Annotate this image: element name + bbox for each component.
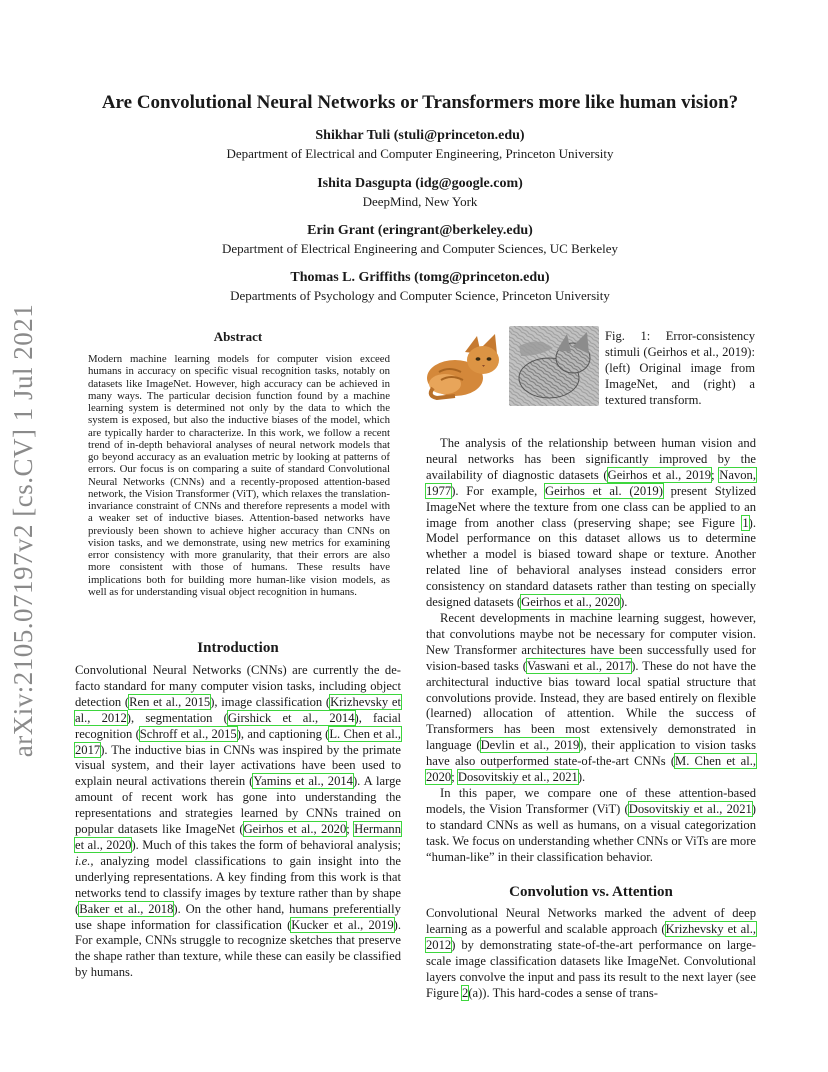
abstract-text: Modern machine learning models for computer vision exceed humans in accuracy on specific visual recognition tasks, notably on datasets like ImageNet. However, high accuracy can be achieved in many ways. The particular decision function found by a machine learning system is determined not only by the data to which the system is exposed, but also the inductive biases of the model, which are typically harder to characterize. In this work, we follow a recent trend of in-depth behavioral analyses of neural network models that go beyond accuracy as an evaluation metric by looking at patterns of errors. Our focus is on comparing a suite of standard Convolutional Neural Networks (CNNs) and a recently-proposed attention-based network, the Vision Transformer (ViT), which relaxes the translation-invariance constraint of CNNs and therefore represents a model with a weaker set of inductive biases. Attention-based networks have previously been shown to achieve higher accuracy than CNNs on vision tasks, and we demonstrate, using new metrics for examining error consistency with more granularity, that their errors are also more consistent with those of humans. These results have implications both for building more human-like vision models, as well as for understanding visual object recognition in humans. (88, 353, 390, 598)
paragraph-text: ). Much of this takes the form of behavioral analysis; (131, 837, 401, 852)
cat-photo-image (425, 326, 505, 406)
convolution-paragraph-1 (426, 906, 756, 1001)
figure-1-caption: Fig. 1: Error-consistency stimuli (Geirhos et al., 2019): (left) Original image from ImageNet, and (right) a textured transform. (605, 329, 755, 407)
paragraph-text: ), image classification ( (210, 694, 331, 709)
textured-transform-image (509, 326, 599, 406)
paragraph-text: ). These do not have the architectural inductive bias toward local spatial structure that convolutions provide. Instead, they are based entirely on flexible (learned) allocation of attention. While the success of Transformers has been most extensively demonstrated in language ( (426, 658, 757, 753)
citation-link[interactable]: Devlin et al., 2019 (480, 738, 580, 753)
paragraph-text: Convolutional Neural Networks marked the advent of deep learning as a powerful and scalable approach ( (426, 906, 756, 936)
citation-link[interactable]: Schroff et al., 2015 (139, 726, 237, 741)
intro-paragraph-2 (426, 436, 756, 611)
paragraph-text: ; (451, 770, 458, 785)
citation-link[interactable]: Navon, 1977 (426, 467, 756, 498)
left-column-text (75, 663, 401, 981)
emphasis-text: i.e., (75, 853, 94, 868)
paragraph-text: analyzing model classifications to gain insight into the underlying representations. A key finding from this work is that networks tend to classify images by texture rather than by shape ( (75, 853, 401, 916)
paragraph-text: Recent developments in machine learning suggest, however, that convolutions maybe not be necessary for computer vision. New Transformer architectures have been successfully used for vision-based tasks ( (426, 610, 756, 673)
citation-link[interactable]: M. Chen et al., 2020 (426, 754, 756, 785)
citation-link[interactable]: Kucker et al., 2019 (291, 917, 394, 932)
citation-link[interactable]: Hermann et al., 2020 (75, 822, 401, 852)
author-name: Erin Grant (eringrant@berkeley.edu) (307, 223, 533, 238)
paragraph-text: ) by demonstrating state-of-the-art performance on large-scale image classification datasets like ImageNet. Convolutional layers convolve the input and pass its result to the next layer (see Figure (426, 937, 756, 1000)
citation-link[interactable]: L. Chen et al., 2017 (75, 726, 401, 757)
paragraph-text: (a)). This hard-codes a sense of trans- (468, 985, 658, 1000)
paragraph-text: Convolutional Neural Networks (CNNs) are currently the de-facto standard for many computer vision tasks, including object detection ( (75, 663, 401, 709)
author-name: Thomas L. Griffiths (tomg@princeton.edu) (290, 270, 550, 285)
author-name: Shikhar Tuli (stuli@princeton.edu) (315, 128, 525, 143)
author-affiliation: DeepMind, New York (362, 194, 478, 209)
citation-link[interactable]: Krizhevsky et al., 2012 (426, 921, 756, 952)
citation-link[interactable]: Geirhos et al. (2019) (544, 483, 663, 498)
citation-link[interactable]: Vaswani et al., 2017 (526, 658, 632, 673)
paragraph-text: ). The inductive bias in CNNs was inspired by the primate visual system, and their layer activations have been used to explain neural activations therein ( (75, 742, 401, 789)
author-block-2 (60, 175, 780, 210)
paragraph-text: ), their application to vision tasks have also outperformed state-of-the-art CNNs ( (426, 738, 756, 769)
paragraph-text: ) to standard CNNs as well as humans, on a visual categorization task. We focus on understanding whether CNNs or ViTs are more “human-like” in their classification behavior. (426, 801, 756, 864)
citation-link[interactable]: Baker et al., 2018 (79, 901, 174, 916)
author-block-4 (60, 269, 780, 304)
author-name: Ishita Dasgupta (idg@google.com) (317, 176, 523, 191)
paragraph-text: present Stylized ImageNet where the texture from one class can be applied to an image from another class (preserving shape; see Figure (426, 483, 756, 530)
introduction-heading: Introduction (197, 640, 279, 656)
paragraph-text: ). On the other hand, humans preferentially use shape information for classification ( (75, 901, 401, 932)
author-block-1 (60, 127, 780, 162)
paragraph-text: ; (711, 467, 720, 482)
intro-paragraph-3 (426, 611, 756, 786)
abstract-heading: Abstract (213, 329, 263, 344)
paragraph-text: In this paper, we compare one of these attention-based models, the Vision Transformer (ViT) ( (426, 785, 756, 816)
citation-link[interactable]: Geirhos et al., 2020 (243, 822, 347, 837)
citation-link[interactable]: Geirhos et al., 2019 (607, 467, 712, 482)
arxiv-id: arXiv:2105.07197v2 [cs.CV] 1 Jul 2021 (8, 303, 39, 757)
author-affiliation: Department of Electrical Engineering and Computer Sciences, UC Berkeley (222, 241, 618, 256)
citation-link[interactable]: Yamins et al., 2014 (253, 774, 353, 789)
arxiv-identifier-sidebar (2, 300, 46, 760)
paragraph-text: ). For example, CNNs struggle to recognize sketches that preserve the shape rather than texture, while these can easily be classified by humans. (75, 917, 401, 980)
paragraph-text: ). Model performance on this dataset allows us to determine whether a model is biased toward shape or texture. Another related line of behavioral analyses instead considers error consistency on standard datasets rather than testing on specially designed datasets ( (426, 515, 756, 610)
citation-link[interactable]: 1 (742, 515, 749, 530)
citation-link[interactable]: Krizhevsky et al., 2012 (75, 694, 401, 725)
convolution-heading: Convolution vs. Attention (509, 884, 673, 900)
citation-link[interactable]: Geirhos et al., 2020 (521, 595, 621, 610)
paragraph-text: The analysis of the relationship between human vision and neural networks has been significantly improved by the availability of diagnostic datasets ( (426, 436, 756, 482)
author-affiliation: Departments of Psychology and Computer Science, Princeton University (230, 288, 610, 303)
paragraph-text: ). For example, (451, 483, 545, 498)
citation-link[interactable]: Girshick et al., 2014 (227, 710, 355, 725)
author-block-3 (60, 222, 780, 257)
convolution-text (426, 906, 756, 1001)
paragraph-text: ). (620, 595, 628, 610)
paragraph-text: ). A large amount of recent work has gone into understanding the representations and strategies learned by CNNs trained on popular datasets like ImageNet ( (75, 774, 401, 837)
citation-link[interactable]: 2 (462, 985, 469, 1000)
intro-paragraph-4 (426, 786, 756, 866)
intro-paragraph-1 (75, 663, 401, 981)
right-column-text (426, 436, 756, 865)
citation-link[interactable]: Dosovitskiy et al., 2021 (628, 801, 752, 816)
citation-link[interactable]: Dosovitskiy et al., 2021 (457, 770, 578, 785)
paper-title: Are Convolutional Neural Networks or Transformers more like human vision? (101, 92, 739, 113)
paragraph-text: ), segmentation ( (126, 710, 228, 725)
paragraph-text: ). (577, 770, 586, 785)
author-affiliation: Department of Electrical and Computer Engineering, Princeton University (226, 146, 614, 161)
paragraph-text: ; (346, 822, 355, 837)
paragraph-text: ), facial recognition ( (75, 710, 402, 741)
citation-link[interactable]: Ren et al., 2015 (129, 694, 211, 709)
paragraph-text: ), and captioning ( (236, 726, 330, 741)
